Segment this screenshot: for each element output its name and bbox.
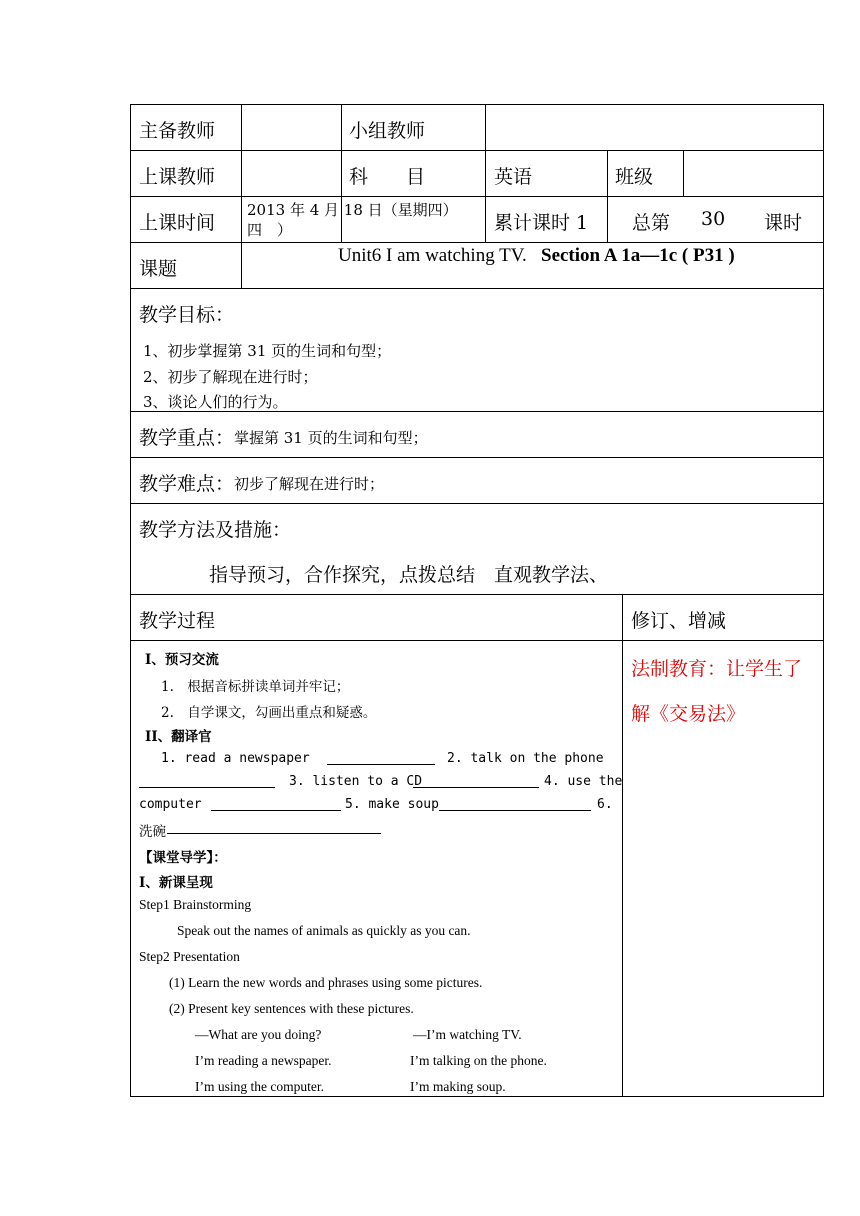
methods-value: 指导预习，合作探究，点拨总结 直观教学法、: [209, 564, 609, 586]
answer-blank: [139, 774, 275, 788]
column-divider: [341, 105, 342, 242]
step1-text: Speak out the names of animals as quickly as you can.: [177, 923, 471, 938]
cumulative-lessons: 累计课时 1: [494, 212, 589, 234]
difficulties-value: 初步了解现在进行时；: [234, 475, 385, 493]
step2-item: (2) Present key sentences with these pictures.: [169, 1001, 414, 1016]
row-divider: [131, 640, 823, 641]
dialogue-line: I’m using the computer.: [195, 1079, 324, 1094]
preview-item: 1. 根据音标拼读单词并牢记；: [161, 679, 350, 695]
dialogue-line: I’m reading a newspaper.: [195, 1053, 332, 1068]
dialogue-line: —I’m watching TV.: [413, 1027, 522, 1042]
preview-section-title: I、预习交流: [145, 652, 219, 668]
translation-item: 2. talk on the phone: [447, 751, 604, 766]
revision-note: 法制教育：让学生了: [631, 658, 803, 680]
answer-blank: [413, 774, 539, 788]
row-divider: [131, 288, 823, 289]
revision-heading: 修订、增减: [631, 610, 727, 632]
translation-item: 4. use the: [544, 774, 623, 789]
topic-value: Unit6 I am watching TV. Section A 1a—1c ( P31 ): [338, 245, 735, 266]
objective-item: 3、谈论人们的行为。: [143, 393, 288, 411]
column-divider: [607, 150, 608, 242]
lesson-date-weekday: 四 ）: [247, 221, 293, 239]
column-divider: [485, 105, 486, 242]
methods-heading: 教学方法及措施：: [139, 519, 292, 541]
dialogue-line: —What are you doing?: [195, 1027, 322, 1042]
class-label: 班级: [615, 166, 654, 188]
row-divider: [131, 150, 823, 151]
objective-item: 2、初步了解现在进行时；: [143, 368, 318, 386]
lead-teacher-label: 主备教师: [139, 120, 216, 142]
step2-title: Step2 Presentation: [139, 949, 240, 964]
lesson-unit: 课时: [764, 212, 803, 234]
lesson-date: 2013 年 4 月 18 日（星期四）: [247, 201, 458, 219]
row-divider: [131, 242, 823, 243]
key-points-value: 掌握第 31 页的生词和句型；: [234, 429, 428, 447]
column-divider: [622, 594, 623, 1097]
difficulties-label: 教学难点：: [139, 473, 235, 495]
translation-section-title: II、翻译官: [145, 729, 212, 745]
row-divider: [131, 594, 823, 595]
total-value: 30: [701, 208, 726, 230]
row-divider: [131, 503, 823, 504]
subject-label: 科 目: [349, 166, 426, 188]
new-lesson-title: I、新课呈现: [139, 875, 213, 891]
row-divider: [131, 196, 823, 197]
row-divider: [131, 457, 823, 458]
dialogue-line: I’m making soup.: [410, 1079, 506, 1094]
answer-blank: [211, 797, 341, 811]
answer-blank: [327, 751, 435, 765]
topic-label: 课题: [139, 258, 178, 280]
translation-item: 1. read a newspaper: [161, 751, 310, 766]
time-label: 上课时间: [139, 212, 216, 234]
answer-blank: [439, 797, 591, 811]
step2-item: (1) Learn the new words and phrases using some pictures.: [169, 975, 483, 990]
dialogue-line: I’m talking on the phone.: [410, 1053, 547, 1068]
translation-item: 3. listen to a CD: [289, 774, 423, 789]
translation-item: computer: [139, 797, 202, 812]
subject-value: 英语: [494, 166, 533, 188]
preview-item: 2. 自学课文，勾画出重点和疑惑。: [161, 705, 377, 721]
group-teacher-label: 小组教师: [349, 120, 426, 142]
total-label: 总第: [632, 212, 671, 234]
key-points-label: 教学重点：: [139, 427, 235, 449]
translation-item: 洗碗: [139, 824, 166, 840]
translation-item: 5. make soup: [345, 797, 439, 812]
column-divider: [241, 105, 242, 288]
process-heading: 教学过程: [139, 610, 216, 632]
revision-note: 解《交易法》: [631, 703, 746, 725]
class-teacher-label: 上课教师: [139, 166, 216, 188]
classroom-guide-title: 【课堂导学】：: [139, 850, 227, 866]
objectives-heading: 教学目标：: [139, 304, 235, 326]
lesson-plan-table: [130, 104, 824, 1097]
step1-title: Step1 Brainstorming: [139, 897, 252, 912]
answer-blank: [167, 820, 381, 834]
objective-item: 1、初步掌握第 31 页的生词和句型；: [143, 342, 392, 360]
translation-item: 6.: [597, 797, 613, 812]
column-divider: [683, 150, 684, 196]
